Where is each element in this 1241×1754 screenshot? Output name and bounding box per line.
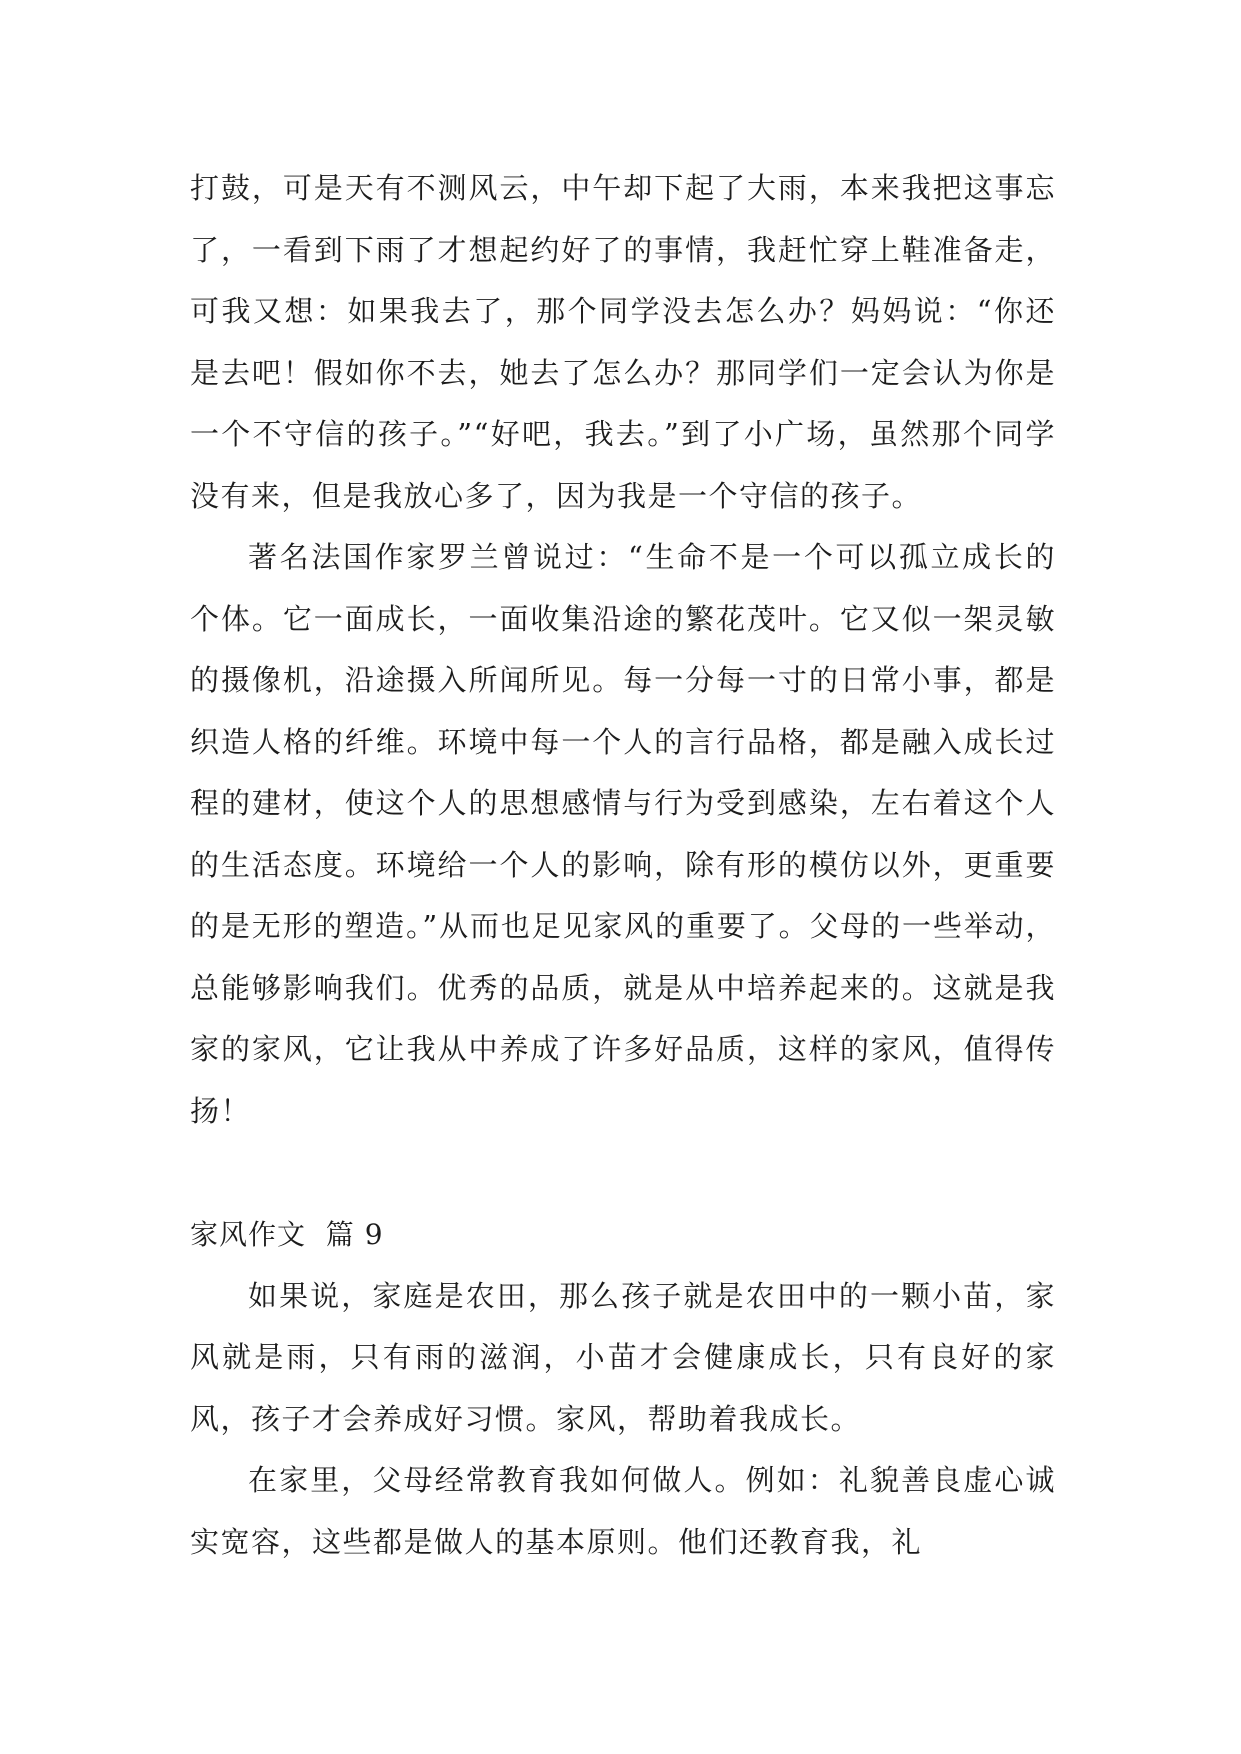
paragraph-continued: 打鼓，可是天有不测风云，中午却下起了大雨，本来我把这事忘了，一看到下雨了才想起约好了的事情，我赶忙穿上鞋准备走，可我又想：如果我去了，那个同学没去怎么办？妈妈说：“你还是去吧！假如你不去，她去了怎么办？那同学们一定会认为你是一个不守信的孩子。”“好吧，我去。”到了小广场，虽然那个同学没有来，但是我放心多了，因为我是一个守信的孩子。 bbox=[190, 171, 1056, 513]
document-body bbox=[190, 158, 1056, 1573]
paragraph-farmland-metaphor: 如果说，家庭是农田，那么孩子就是农田中的一颗小苗，家风就是雨，只有雨的滋润，小苗才会健康成长，只有良好的家风，孩子才会养成好习惯。家风，帮助着我成长。 bbox=[190, 1278, 1056, 1436]
section-spacer bbox=[190, 1142, 1056, 1204]
paragraph-romain-rolland-quote: 著名法国作家罗兰曾说过：“生命不是一个可以孤立成长的个体。它一面成长，一面收集沿途的繁花茂叶。它又似一架灵敏的摄像机，沿途摄入所闻所见。每一分每一寸的日常小事，都是织造人格的纤维。环境中每一个人的言行品格，都是融入成长过程的建材，使这个人的思想感情与行为受到感染，左右着这个人的生活态度。环境给一个人的影响，除有形的模仿以外，更重要的是无形的塑造。”从而也足见家风的重要了。父母的一些举动，总能够影响我们。优秀的品质，就是从中培养起来的。这就是我家的家风，它让我从中养成了许多好品质，这样的家风，值得传扬！ bbox=[190, 540, 1056, 1128]
paragraph-parents-teaching: 在家里，父母经常教育我如何做人。例如：礼貌善良虚心诚实宽容，这些都是做人的基本原则。他们还教育我，礼 bbox=[190, 1463, 1056, 1559]
section-heading: 家风作文 篇 9 bbox=[190, 1218, 384, 1251]
